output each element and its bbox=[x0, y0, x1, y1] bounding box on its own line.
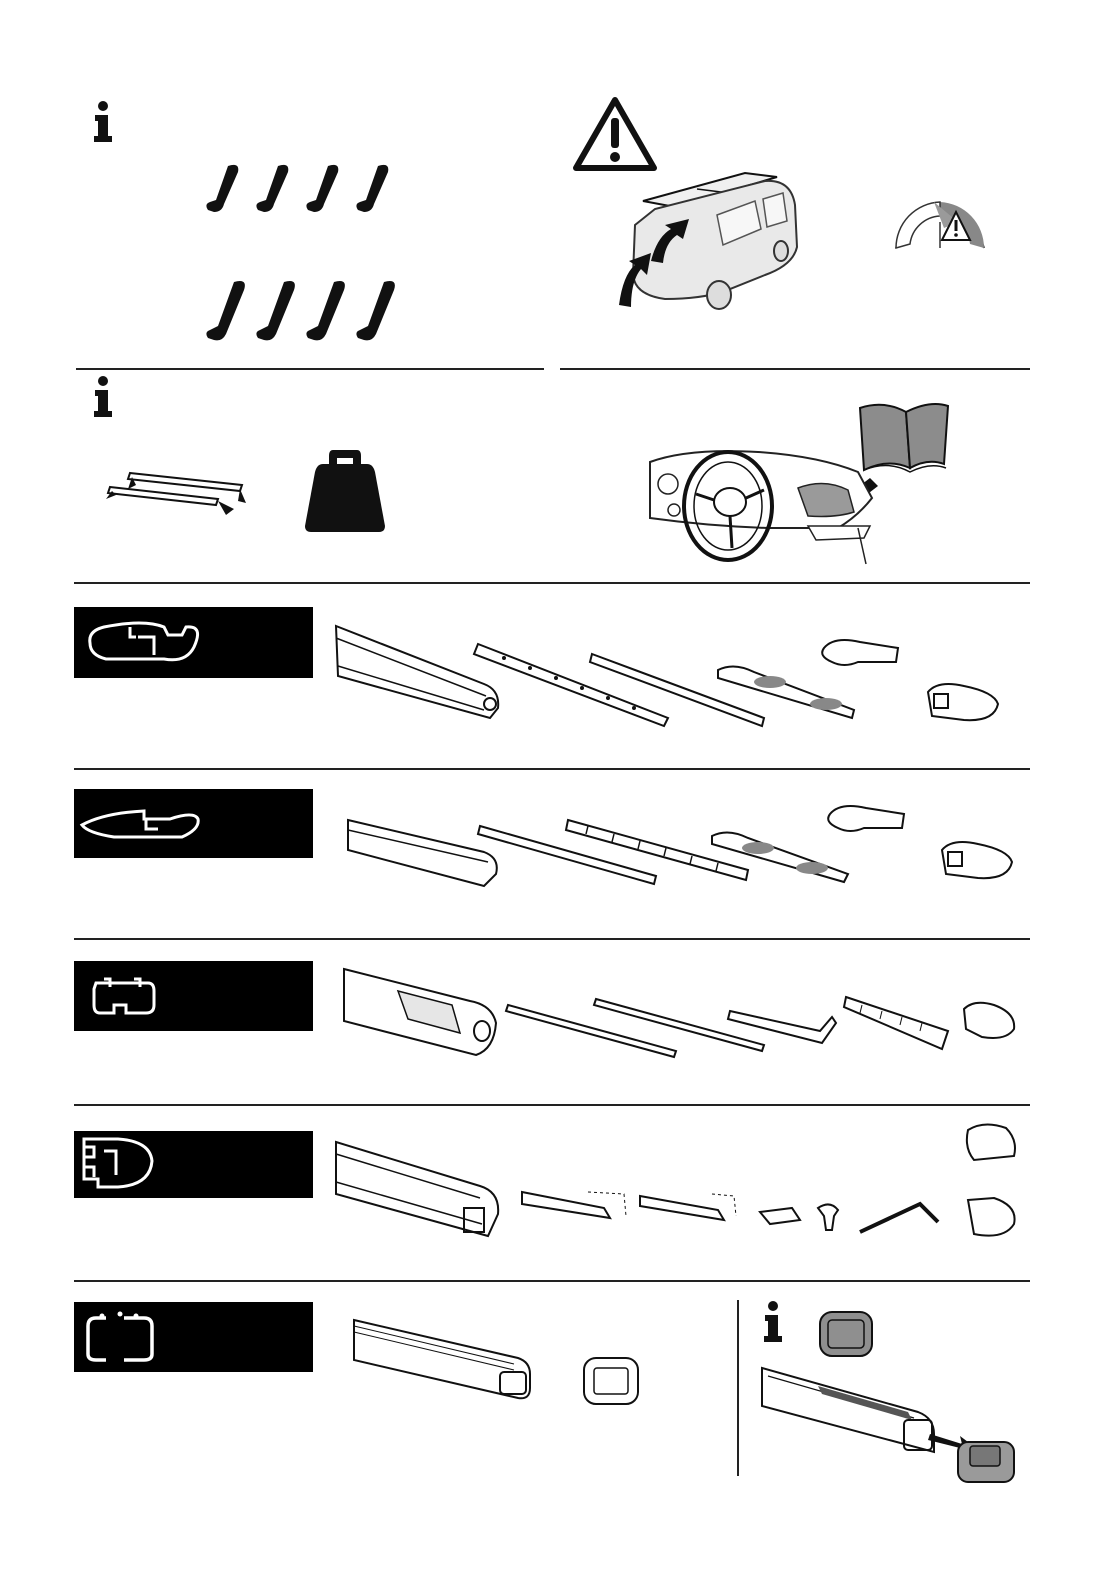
divider bbox=[74, 1280, 1030, 1282]
divider bbox=[74, 582, 1030, 584]
end-cap-icon bbox=[818, 1308, 876, 1365]
square-bar-profile-icon bbox=[74, 1302, 313, 1372]
profile-label-box bbox=[74, 1131, 313, 1198]
end-cap-insertion bbox=[758, 1362, 1028, 1497]
aero-bar-parts bbox=[334, 618, 1014, 743]
weight-icon bbox=[303, 446, 387, 539]
roof-rack-icon bbox=[100, 465, 250, 530]
divider bbox=[74, 768, 1030, 770]
profile-label-box bbox=[74, 1302, 313, 1372]
square-bar-parts bbox=[350, 1316, 650, 1421]
divider bbox=[560, 368, 1030, 370]
divider bbox=[737, 1300, 739, 1476]
slim-aero-bar-parts bbox=[344, 800, 1024, 905]
profile-label-box bbox=[74, 961, 313, 1031]
profile-label-box bbox=[74, 789, 313, 858]
aero-bar-profile-icon bbox=[74, 607, 313, 678]
speed-gauge-warning bbox=[888, 182, 992, 259]
van-with-roof-load bbox=[605, 165, 805, 320]
vehicle-manual-illustration bbox=[648, 398, 958, 573]
pro-bar-profile-icon bbox=[74, 1131, 313, 1198]
info-icon bbox=[90, 375, 116, 424]
wing-bar-parts bbox=[342, 965, 1022, 1070]
pro-bar-parts bbox=[334, 1120, 1024, 1255]
divider bbox=[76, 368, 544, 370]
info-icon bbox=[760, 1300, 786, 1349]
foot-set-small bbox=[200, 160, 410, 225]
divider bbox=[74, 1104, 1030, 1106]
foot-set-tall bbox=[200, 278, 410, 353]
divider bbox=[74, 938, 1030, 940]
wing-bar-profile-icon bbox=[74, 961, 313, 1031]
profile-label-box bbox=[74, 607, 313, 678]
info-icon bbox=[90, 100, 116, 149]
slim-aero-bar-profile-icon bbox=[74, 789, 313, 858]
